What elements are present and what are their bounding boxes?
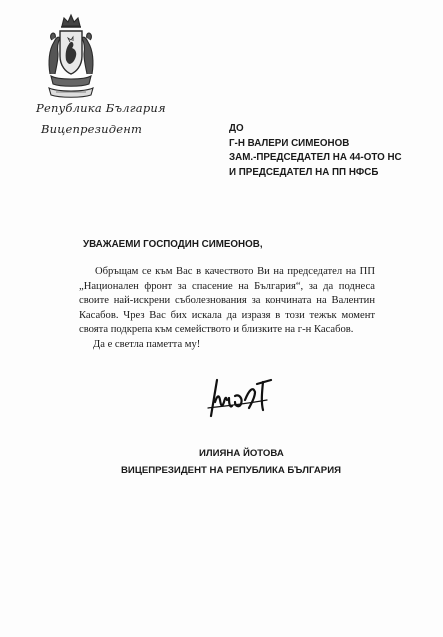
letter-body [79,265,375,353]
signer-position: ВИЦЕПРЕЗИДЕНТ НА РЕПУБЛИКА БЪЛГАРИЯ [121,464,341,476]
letterhead-office: Вицепрезидент [41,122,143,136]
body-closing: Да е светла паметта му! [93,338,201,350]
body-paragraph: Обръщам се към Вас в качеството Ви на председател на ПП „Национален фронт за спасение на България“, за да поднеса своите най-искрени съболезнования за кончината на Валентин Касабов. Чрез Вас бих искала да изразя в този тежък момент своята подкрепа към семейството и близките на г-н Касабов. [79,266,375,336]
recipient-position-1: ЗАМ.-ПРЕДСЕДАТЕЛ НА 44-ОТО НС [229,152,402,163]
recipient-name: Г-Н ВАЛЕРИ СИМЕОНОВ [229,137,350,149]
letterhead-country: Република България [36,101,166,115]
salutation: УВАЖАЕМИ ГОСПОДИН СИМЕОНОВ, [83,239,263,250]
recipient-block [229,122,429,180]
signer-name: ИЛИЯНА ЙОТОВА [199,448,284,459]
handwritten-signature [205,374,279,418]
recipient-position-2: И ПРЕДСЕДАТЕЛ НА ПП НФСБ [229,166,379,178]
recipient-to: ДО [229,123,244,134]
signer-block [121,446,397,479]
coat-of-arms-emblem [46,12,96,98]
